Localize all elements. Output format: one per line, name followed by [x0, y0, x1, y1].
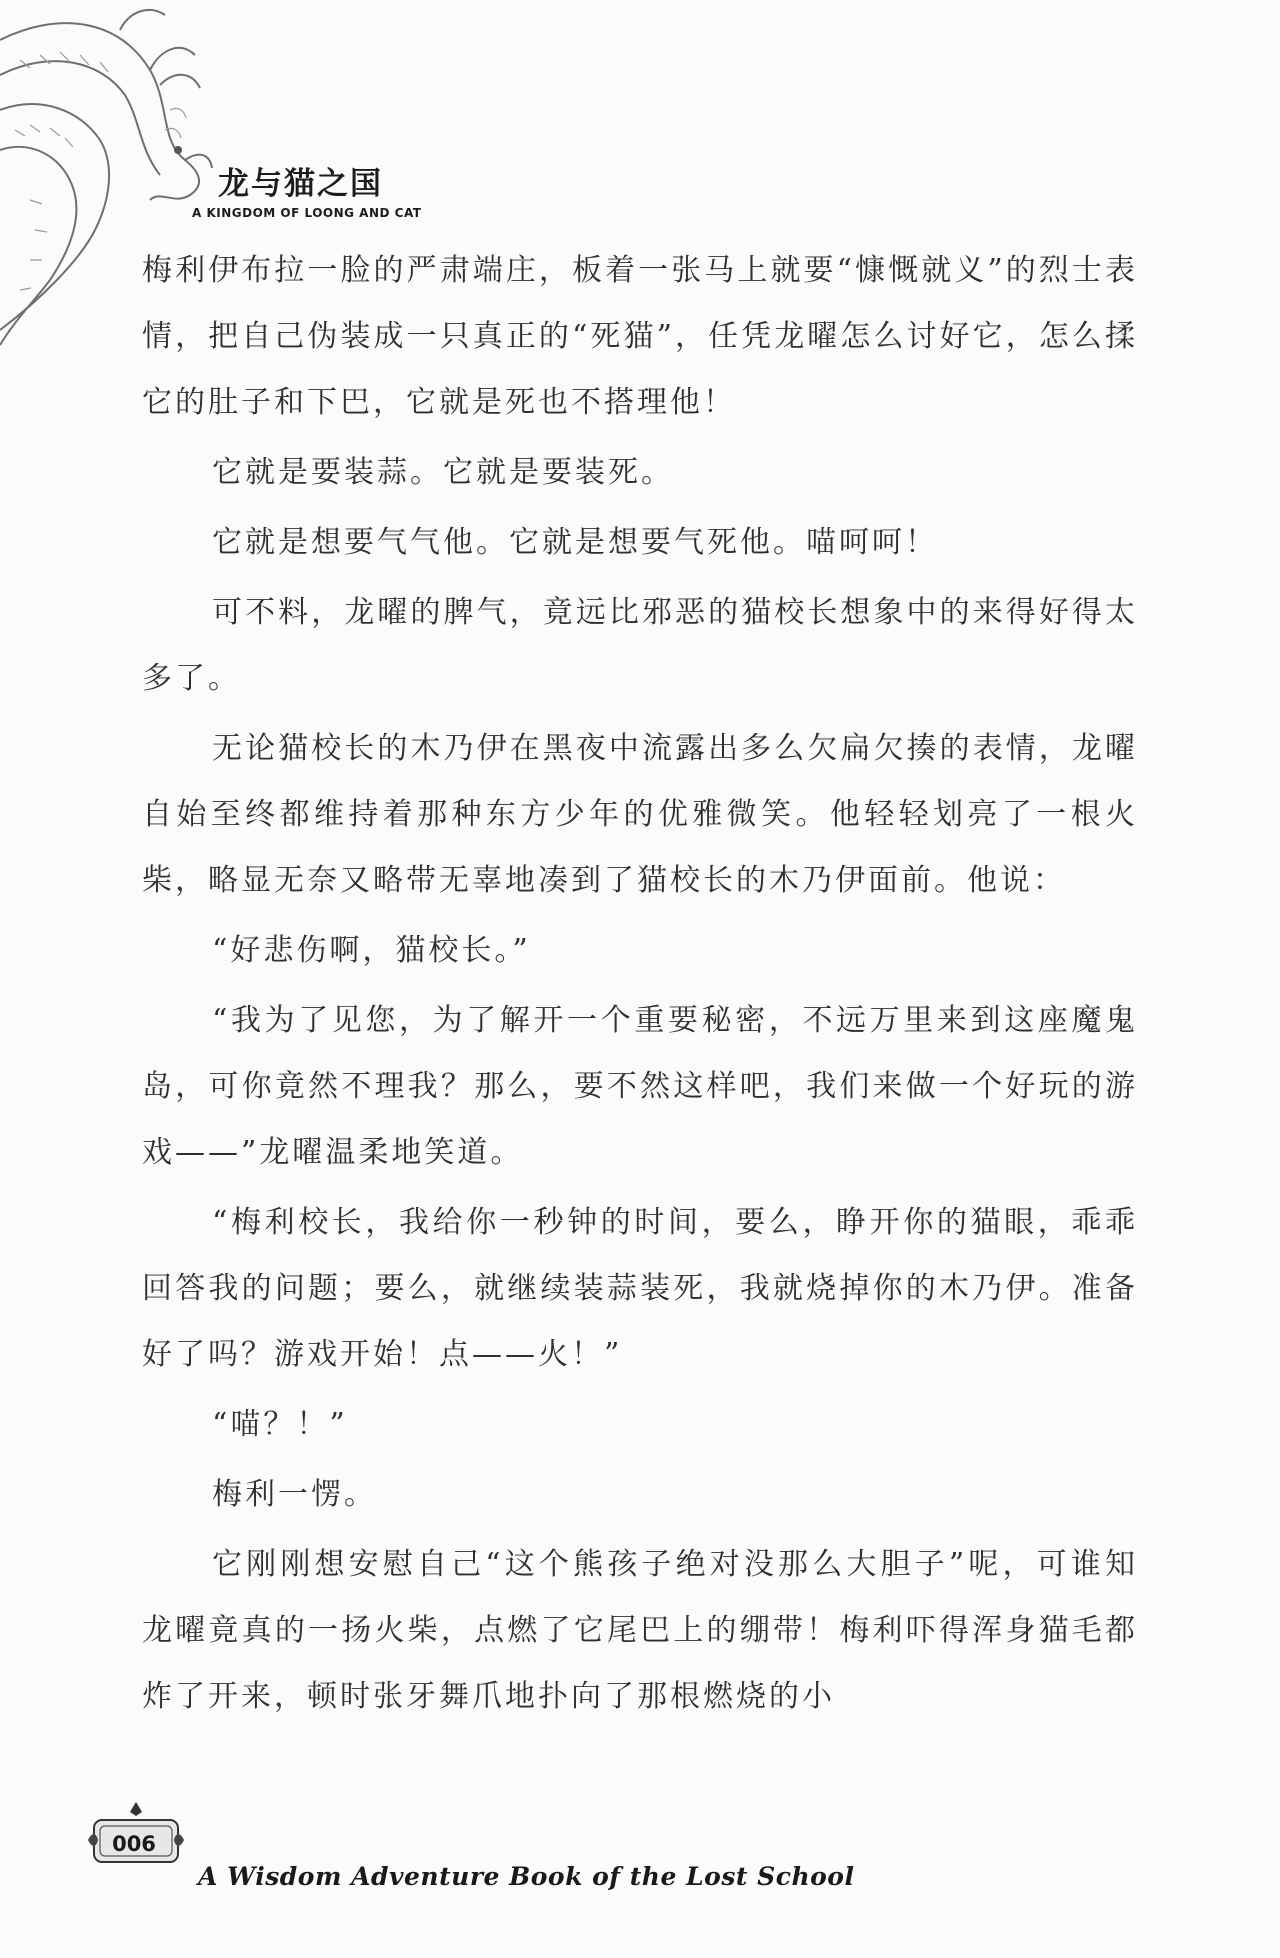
paragraph: 它刚刚想安慰自己“这个熊孩子绝对没那么大胆子”呢，可谁知龙曜竟真的一扬火柴，点燃了它尾巴上的绷带！梅利吓得浑身猫毛都炸了开来，顿时张牙舞爪地扑向了那根燃烧的小 [142, 1547, 1138, 1714]
paragraph: 无论猫校长的木乃伊在黑夜中流露出多么欠扁欠揍的表情，龙曜自始至终都维持着那种东方少年的优雅微笑。他轻轻划亮了一根火柴，略显无奈又略带无辜地凑到了猫校长的木乃伊面前。他说： [142, 731, 1138, 898]
paragraph: 梅利一愣。 [212, 1477, 377, 1512]
paragraph: “好悲伤啊，猫校长。” [212, 933, 531, 968]
body-text [142, 238, 1138, 1734]
paragraph: “我为了见您，为了解开一个重要秘密，不远万里来到这座魔鬼岛，可你竟然不理我？那么，要不然这样吧，我们来做一个好玩的游戏——”龙曜温柔地笑道。 [142, 1003, 1138, 1170]
header-title-en: A KINGDOM OF LOONG AND CAT [192, 206, 422, 220]
series-title: A Wisdom Adventure Book of the Lost School [198, 1862, 855, 1891]
paragraph: 它就是想要气气他。它就是想要气死他。喵呵呵！ [212, 525, 938, 560]
paragraph: 它就是要装蒜。它就是要装死。 [212, 455, 674, 490]
paragraph: “梅利校长，我给你一秒钟的时间，要么，睁开你的猫眼，乖乖回答我的问题；要么，就继续装蒜装死，我就烧掉你的木乃伊。准备好了吗？游戏开始！点——火！” [142, 1205, 1138, 1372]
paragraph: 梅利伊布拉一脸的严肃端庄，板着一张马上就要“慷慨就义”的烈士表情，把自己伪装成一只真正的“死猫”，任凭龙曜怎么讨好它，怎么揉它的肚子和下巴，它就是死也不搭理他！ [142, 253, 1138, 420]
paragraph: 可不料，龙曜的脾气，竟远比邪恶的猫校长想象中的来得好得太多了。 [142, 595, 1138, 696]
header-title-cn: 龙与猫之国 [218, 166, 383, 202]
paragraph: “喵？！” [212, 1407, 348, 1442]
page-number: 006 [112, 1832, 156, 1856]
